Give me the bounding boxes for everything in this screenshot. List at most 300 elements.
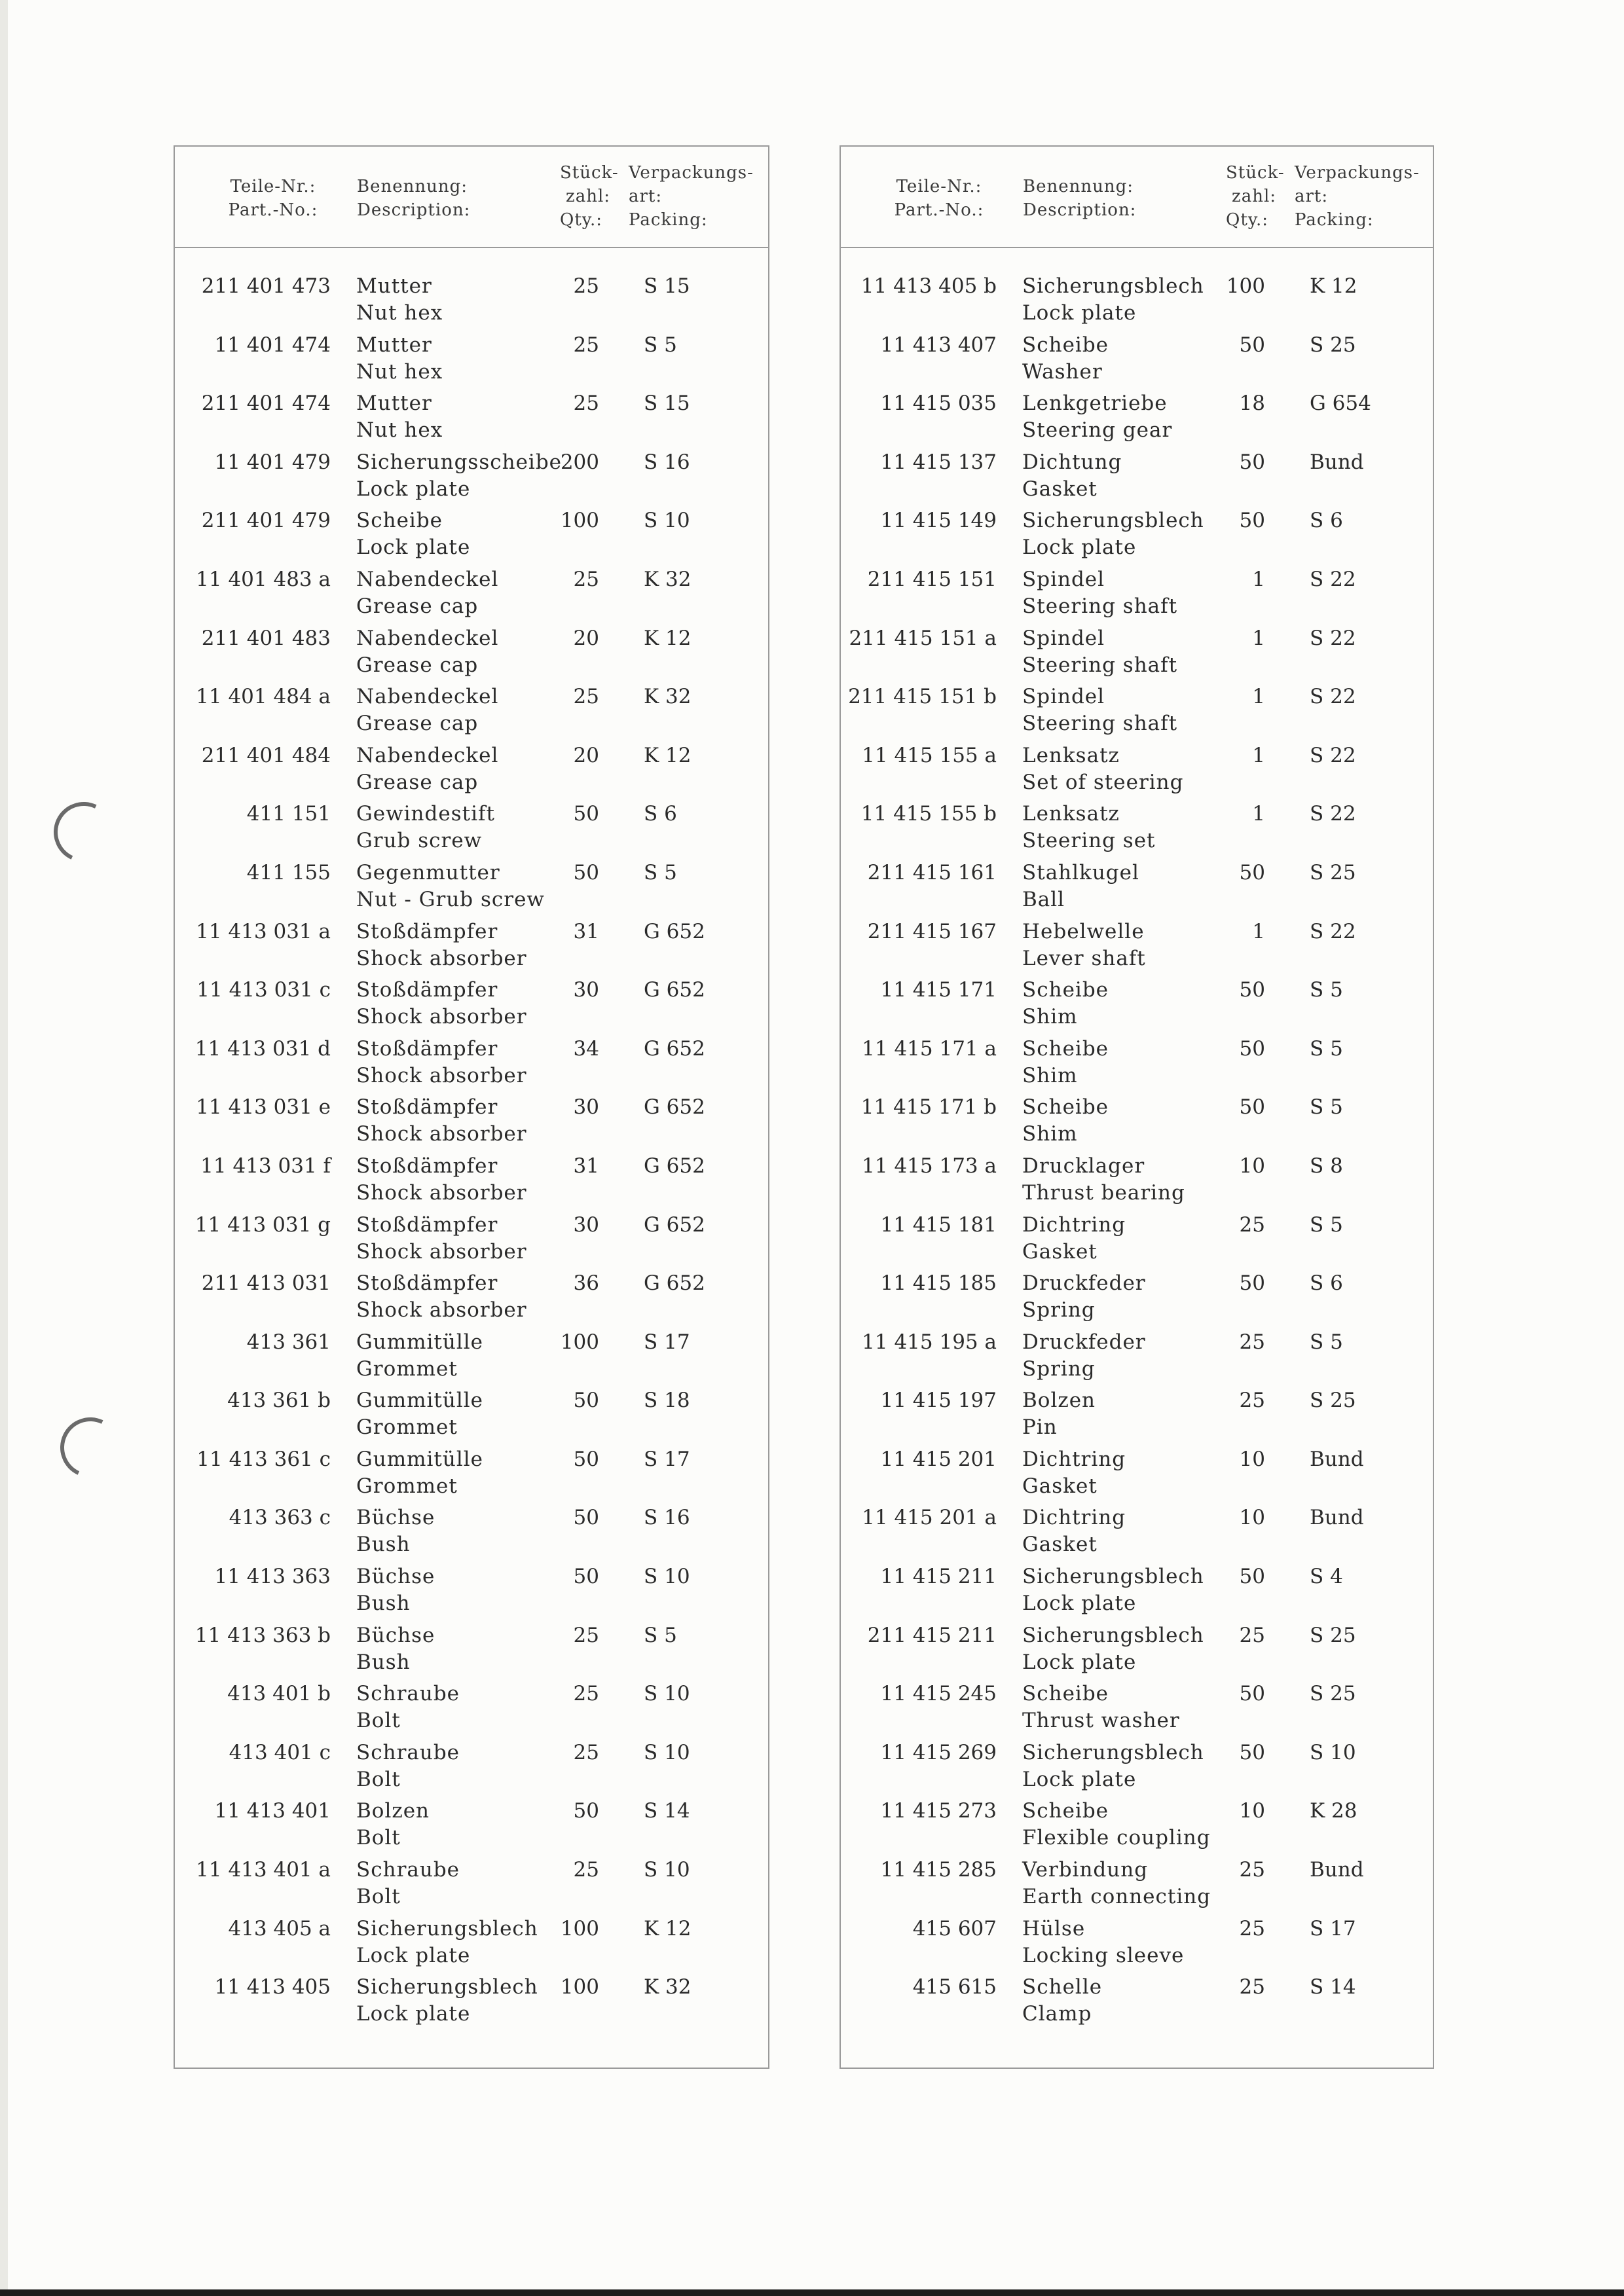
- part-number: 11 415 035: [880, 392, 997, 416]
- part-number: 211 401 483: [201, 626, 331, 650]
- parts-table-left: [174, 145, 769, 2069]
- quantity: 1: [1252, 802, 1265, 826]
- quantity: 50: [1239, 1565, 1265, 1589]
- part-number: 11 401 484 a: [196, 685, 331, 709]
- table-row: [175, 1857, 768, 1916]
- part-number: 11 415 155 a: [862, 743, 997, 767]
- part-number: 11 415 201 a: [862, 1506, 997, 1530]
- description-en: Shock absorber: [356, 1005, 527, 1029]
- table-row: [841, 1153, 1433, 1212]
- part-number: 211 415 167: [867, 919, 997, 943]
- packing: S 5: [1310, 978, 1343, 1002]
- header-pack-3: Packing:: [1295, 210, 1374, 230]
- packing: S 17: [1310, 1916, 1356, 1941]
- description-en: Grommet: [356, 1474, 458, 1498]
- parts-table-right: [840, 145, 1434, 2069]
- description-de: Dichtring: [1022, 1506, 1126, 1530]
- packing: K 12: [644, 1916, 692, 1941]
- table-row: [841, 332, 1433, 391]
- description-de: Dichtring: [1022, 1212, 1126, 1237]
- table-row: [841, 801, 1433, 860]
- description-en: Clamp: [1022, 2002, 1092, 2026]
- part-number: 411 151: [246, 802, 331, 826]
- table-row: [841, 390, 1433, 449]
- part-number: 11 415 155 b: [860, 802, 997, 826]
- description-en: Gasket: [1022, 1474, 1098, 1498]
- part-number: 11 415 171 b: [860, 1095, 997, 1120]
- quantity: 50: [573, 860, 599, 884]
- description-de: Scheibe: [356, 509, 443, 533]
- table-row: [841, 1622, 1433, 1681]
- table-row: [175, 1270, 768, 1329]
- packing: S 5: [1310, 1212, 1343, 1237]
- quantity: 20: [573, 743, 599, 767]
- description-de: Sicherungsblech: [1022, 1623, 1204, 1647]
- packing: S 10: [644, 1740, 690, 1764]
- table-row: [175, 683, 768, 742]
- quantity: 25: [573, 1740, 599, 1764]
- quantity: 50: [573, 1447, 599, 1471]
- part-number: 211 415 161: [867, 860, 997, 884]
- part-number: 11 415 197: [880, 1389, 997, 1413]
- part-number: 11 415 181: [880, 1212, 997, 1237]
- table-row: [175, 273, 768, 332]
- table-row: [841, 1270, 1433, 1329]
- table-row: [175, 801, 768, 860]
- table-row: [841, 1504, 1433, 1563]
- packing: Bund: [1310, 1447, 1364, 1471]
- quantity: 10: [1239, 1799, 1265, 1823]
- part-number: 413 401 b: [227, 1682, 331, 1706]
- header-desc-de: Benennung:: [1023, 177, 1134, 196]
- table-row: [841, 273, 1433, 332]
- table-row: [841, 1681, 1433, 1740]
- packing: S 22: [1310, 743, 1356, 767]
- description-en: Thrust washer: [1022, 1709, 1180, 1733]
- description-en: Thrust bearing: [1022, 1180, 1185, 1205]
- description-de: Stoßdämpfer: [356, 978, 498, 1002]
- description-de: Sicherungsblech: [356, 1916, 538, 1941]
- part-number: 11 413 405 b: [860, 274, 997, 298]
- table-row: [175, 742, 768, 801]
- part-number: 11 415 171: [880, 978, 997, 1002]
- quantity: 25: [1239, 1212, 1265, 1237]
- description-en: Nut - Grub screw: [356, 887, 545, 911]
- description-de: Druckfeder: [1022, 1271, 1146, 1296]
- table-row: [841, 507, 1433, 566]
- description-en: Nut hex: [356, 301, 443, 325]
- description-de: Scheibe: [1022, 1036, 1109, 1061]
- quantity: 200: [560, 450, 599, 474]
- quantity: 100: [560, 1975, 599, 1999]
- quantity: 50: [1239, 1095, 1265, 1120]
- description-de: Büchse: [356, 1565, 435, 1589]
- packing: S 22: [1310, 567, 1356, 591]
- quantity: 50: [573, 1565, 599, 1589]
- table-row: [175, 1329, 768, 1388]
- quantity: 25: [573, 1623, 599, 1647]
- part-number: 211 415 151: [867, 567, 997, 591]
- description-de: Gummitülle: [356, 1389, 484, 1413]
- packing: G 652: [644, 978, 705, 1002]
- description-de: Nabendeckel: [356, 626, 499, 650]
- description-de: Dichtung: [1022, 450, 1122, 474]
- quantity: 50: [573, 802, 599, 826]
- header-qty-2: zahl:: [1232, 187, 1277, 206]
- packing: S 15: [644, 392, 690, 416]
- part-number: 11 415 149: [880, 509, 997, 533]
- description-de: Spindel: [1022, 685, 1105, 709]
- description-en: Lock plate: [356, 536, 471, 560]
- header-part-en: Part.-No.:: [228, 200, 318, 220]
- packing: K 12: [1310, 274, 1357, 298]
- packing: Bund: [1310, 1858, 1364, 1882]
- packing: S 4: [1310, 1565, 1343, 1589]
- description-de: Verbindung: [1022, 1858, 1149, 1882]
- packing: K 32: [644, 685, 692, 709]
- description-en: Spring: [1022, 1357, 1096, 1381]
- table-row: [841, 1329, 1433, 1388]
- description-de: Spindel: [1022, 567, 1105, 591]
- table-row: [175, 1094, 768, 1153]
- description-de: Nabendeckel: [356, 743, 499, 767]
- header-pack-2: art:: [629, 187, 663, 206]
- quantity: 1: [1252, 743, 1265, 767]
- part-number: 413 361: [246, 1330, 331, 1354]
- table-row: [841, 1857, 1433, 1916]
- description-de: Gummitülle: [356, 1330, 484, 1354]
- packing: S 5: [1310, 1330, 1343, 1354]
- description-de: Scheibe: [1022, 1799, 1109, 1823]
- description-de: Büchse: [356, 1623, 435, 1647]
- description-de: Drucklager: [1022, 1154, 1145, 1178]
- table-row: [175, 1622, 768, 1681]
- description-en: Shock absorber: [356, 1239, 527, 1264]
- description-de: Mutter: [356, 274, 432, 298]
- description-de: Lenksatz: [1022, 743, 1120, 767]
- description-de: Lenkgetriebe: [1022, 392, 1168, 416]
- description-de: Sicherungsblech: [1022, 1565, 1204, 1589]
- description-en: Shock absorber: [356, 1063, 527, 1087]
- part-number: 211 415 151 a: [849, 626, 997, 650]
- part-number: 11 415 245: [880, 1682, 997, 1706]
- description-de: Gummitülle: [356, 1447, 484, 1471]
- packing: S 25: [1310, 860, 1356, 884]
- quantity: 50: [1239, 333, 1265, 357]
- quantity: 25: [1239, 1858, 1265, 1882]
- table-row: [841, 1916, 1433, 1975]
- part-number: 11 415 273: [880, 1799, 997, 1823]
- quantity: 25: [573, 685, 599, 709]
- part-number: 211 415 151 b: [848, 685, 997, 709]
- table-row: [841, 1563, 1433, 1622]
- table-row: [175, 1974, 768, 2033]
- quantity: 10: [1239, 1447, 1265, 1471]
- quantity: 25: [1239, 1330, 1265, 1354]
- packing: S 25: [1310, 1389, 1356, 1413]
- part-number: 11 413 363: [214, 1565, 331, 1589]
- quantity: 18: [1239, 392, 1265, 416]
- packing: S 22: [1310, 919, 1356, 943]
- packing: S 6: [1310, 509, 1343, 533]
- quantity: 25: [573, 1858, 599, 1882]
- description-en: Gasket: [1022, 1533, 1098, 1557]
- table-row: [841, 1387, 1433, 1446]
- description-de: Hebelwelle: [1022, 919, 1145, 943]
- part-number: 11 413 361 c: [196, 1447, 331, 1471]
- packing: Bund: [1310, 450, 1364, 474]
- description-en: Lock plate: [356, 477, 471, 501]
- description-en: Lock plate: [1022, 1592, 1137, 1616]
- packing: S 17: [644, 1330, 690, 1354]
- table-row: [175, 1681, 768, 1740]
- part-number: 211 401 473: [201, 274, 331, 298]
- punch-hole-bottom: [52, 1409, 129, 1486]
- description-de: Hülse: [1022, 1916, 1086, 1941]
- header-pack-3: Packing:: [629, 210, 708, 230]
- page-bottom-edge: [0, 2289, 1624, 2296]
- packing: S 25: [1310, 1623, 1356, 1647]
- quantity: 1: [1252, 567, 1265, 591]
- part-number: 11 415 195 a: [862, 1330, 997, 1354]
- part-number: 413 405 a: [228, 1916, 331, 1941]
- page-edge: [0, 0, 8, 2296]
- table-row: [841, 1798, 1433, 1857]
- quantity: 100: [1226, 274, 1265, 298]
- description-en: Steering shaft: [1022, 712, 1178, 736]
- table-header: [841, 147, 1433, 248]
- quantity: 10: [1239, 1154, 1265, 1178]
- part-number: 11 415 211: [880, 1565, 997, 1589]
- header-part-de: Teile-Nr.:: [896, 177, 982, 196]
- table-row: [175, 566, 768, 625]
- header-pack-1: Verpackungs-: [629, 163, 754, 183]
- part-number: 415 615: [912, 1975, 997, 1999]
- table-row: [841, 742, 1433, 801]
- quantity: 31: [573, 919, 599, 943]
- packing: S 16: [644, 1506, 690, 1530]
- header-qty-1: Stück-: [560, 163, 619, 183]
- description-de: Bolzen: [356, 1799, 430, 1823]
- part-number: 411 155: [246, 860, 331, 884]
- quantity: 30: [573, 1212, 599, 1237]
- part-number: 11 415 269: [880, 1740, 997, 1764]
- packing: G 652: [644, 1271, 705, 1296]
- description-en: Grease cap: [356, 594, 479, 618]
- table-row: [841, 977, 1433, 1036]
- quantity: 10: [1239, 1506, 1265, 1530]
- description-en: Grease cap: [356, 653, 479, 677]
- quantity: 50: [573, 1506, 599, 1530]
- packing: S 6: [1310, 1271, 1343, 1296]
- part-number: 11 413 401 a: [196, 1858, 331, 1882]
- table-row: [175, 1036, 768, 1095]
- description-en: Spring: [1022, 1298, 1096, 1322]
- description-en: Steering shaft: [1022, 653, 1178, 677]
- table-row: [175, 1504, 768, 1563]
- description-de: Sicherungsblech: [356, 1975, 538, 1999]
- header-qty-3: Qty.:: [1226, 210, 1269, 230]
- table-row: [841, 449, 1433, 508]
- quantity: 50: [1239, 1682, 1265, 1706]
- table-row: [175, 1446, 768, 1505]
- description-en: Flexible coupling: [1022, 1826, 1211, 1850]
- packing: K 32: [644, 567, 692, 591]
- packing: S 22: [1310, 802, 1356, 826]
- table-row: [841, 860, 1433, 919]
- quantity: 100: [560, 509, 599, 533]
- packing: S 25: [1310, 333, 1356, 357]
- header-part-en: Part.-No.:: [894, 200, 984, 220]
- header-desc-de: Benennung:: [357, 177, 468, 196]
- packing: G 652: [644, 1154, 705, 1178]
- table-row: [175, 390, 768, 449]
- quantity: 25: [1239, 1623, 1265, 1647]
- part-number: 11 413 031 e: [196, 1095, 331, 1120]
- description-en: Bush: [356, 1533, 411, 1557]
- part-number: 11 401 474: [214, 333, 331, 357]
- part-number: 415 607: [912, 1916, 997, 1941]
- packing: S 10: [644, 1682, 690, 1706]
- packing: S 10: [644, 1565, 690, 1589]
- table-row: [841, 625, 1433, 684]
- part-number: 11 413 363 b: [194, 1623, 331, 1647]
- description-de: Schelle: [1022, 1975, 1103, 1999]
- description-de: Stoßdämpfer: [356, 1095, 498, 1120]
- description-en: Locking sleeve: [1022, 1943, 1185, 1967]
- quantity: 30: [573, 978, 599, 1002]
- description-en: Gasket: [1022, 1239, 1098, 1264]
- description-de: Gegenmutter: [356, 860, 500, 884]
- quantity: 50: [1239, 1271, 1265, 1296]
- table-row: [175, 449, 768, 508]
- part-number: 413 363 c: [229, 1506, 331, 1530]
- description-en: Bolt: [356, 1767, 401, 1791]
- punch-hole-top: [45, 793, 122, 871]
- table-body: [175, 273, 768, 2033]
- description-en: Shock absorber: [356, 1122, 527, 1146]
- table-row: [841, 1036, 1433, 1095]
- table-row: [175, 1916, 768, 1975]
- description-en: Shim: [1022, 1122, 1078, 1146]
- description-en: Grommet: [356, 1415, 458, 1440]
- quantity: 1: [1252, 626, 1265, 650]
- part-number: 413 401 c: [229, 1740, 331, 1764]
- packing: S 10: [1310, 1740, 1356, 1764]
- header-qty-3: Qty.:: [560, 210, 603, 230]
- quantity: 50: [1239, 860, 1265, 884]
- quantity: 25: [573, 567, 599, 591]
- packing: S 18: [644, 1389, 690, 1413]
- table-row: [175, 1153, 768, 1212]
- part-number: 11 413 031 f: [200, 1154, 331, 1178]
- quantity: 50: [573, 1389, 599, 1413]
- description-en: Washer: [1022, 359, 1103, 384]
- packing: S 10: [644, 1858, 690, 1882]
- packing: Bund: [1310, 1506, 1364, 1530]
- table-body: [841, 273, 1433, 2033]
- part-number: 11 413 031 c: [196, 978, 331, 1002]
- part-number: 11 413 401: [214, 1799, 331, 1823]
- part-number: 211 415 211: [867, 1623, 997, 1647]
- description-de: Stoßdämpfer: [356, 1212, 498, 1237]
- description-en: Grub screw: [356, 829, 483, 853]
- packing: S 16: [644, 450, 690, 474]
- packing: G 652: [644, 919, 705, 943]
- table-row: [175, 1740, 768, 1798]
- description-de: Scheibe: [1022, 333, 1109, 357]
- description-de: Mutter: [356, 392, 432, 416]
- quantity: 25: [1239, 1916, 1265, 1941]
- table-row: [175, 1212, 768, 1271]
- table-row: [175, 1387, 768, 1446]
- quantity: 50: [1239, 450, 1265, 474]
- description-en: Gasket: [1022, 477, 1098, 501]
- description-de: Sicherungsscheibe: [356, 450, 563, 474]
- header-part-de: Teile-Nr.:: [230, 177, 316, 196]
- header-desc-en: Description:: [1023, 200, 1137, 220]
- description-en: Ball: [1022, 887, 1065, 911]
- quantity: 1: [1252, 685, 1265, 709]
- packing: G 652: [644, 1212, 705, 1237]
- packing: S 10: [644, 509, 690, 533]
- description-en: Steering gear: [1022, 418, 1173, 443]
- part-number: 11 415 285: [880, 1858, 997, 1882]
- description-en: Grease cap: [356, 712, 479, 736]
- quantity: 31: [573, 1154, 599, 1178]
- description-en: Lever shaft: [1022, 946, 1146, 970]
- packing: S 14: [1310, 1975, 1356, 1999]
- description-en: Bolt: [356, 1826, 401, 1850]
- table-row: [175, 625, 768, 684]
- packing: S 5: [1310, 1036, 1343, 1061]
- description-de: Sicherungsblech: [1022, 274, 1204, 298]
- part-number: 11 413 407: [880, 333, 997, 357]
- table-row: [175, 919, 768, 977]
- part-number: 11 413 031 a: [196, 919, 331, 943]
- quantity: 25: [573, 333, 599, 357]
- part-number: 11 401 483 a: [196, 567, 331, 591]
- packing: S 5: [644, 860, 677, 884]
- packing: S 22: [1310, 685, 1356, 709]
- description-de: Stoßdämpfer: [356, 1036, 498, 1061]
- description-en: Shim: [1022, 1005, 1078, 1029]
- description-de: Büchse: [356, 1506, 435, 1530]
- description-de: Gewindestift: [356, 802, 495, 826]
- packing: S 5: [644, 333, 677, 357]
- quantity: 20: [573, 626, 599, 650]
- description-de: Nabendeckel: [356, 685, 499, 709]
- description-de: Scheibe: [1022, 978, 1109, 1002]
- quantity: 25: [573, 392, 599, 416]
- description-de: Scheibe: [1022, 1095, 1109, 1120]
- header-desc-en: Description:: [357, 200, 471, 220]
- description-en: Bush: [356, 1592, 411, 1616]
- header-qty-2: zahl:: [566, 187, 611, 206]
- description-en: Set of steering: [1022, 770, 1184, 794]
- description-en: Shock absorber: [356, 1298, 527, 1322]
- header-pack-2: art:: [1295, 187, 1329, 206]
- description-en: Shim: [1022, 1063, 1078, 1087]
- description-de: Schraube: [356, 1682, 460, 1706]
- quantity: 25: [573, 274, 599, 298]
- packing: S 25: [1310, 1682, 1356, 1706]
- packing: S 8: [1310, 1154, 1343, 1178]
- table-row: [841, 919, 1433, 977]
- quantity: 25: [573, 1682, 599, 1706]
- description-de: Stoßdämpfer: [356, 1154, 498, 1178]
- description-en: Lock plate: [1022, 1650, 1137, 1674]
